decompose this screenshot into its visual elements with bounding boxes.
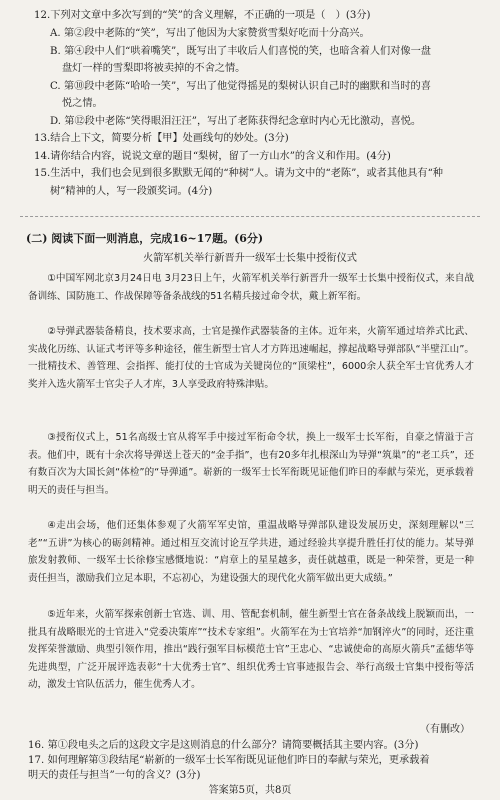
- q12-option-a: A. 第②段中老陈的“笑”，写出了他因为大家赞赏雪梨好吃而十分高兴。: [50, 28, 370, 39]
- q16: 16. 第①段电头之后的这段文字是这则消息的什么部分？请简要概括其主要内容。(3分): [28, 740, 419, 751]
- q12-option-c: C. 第⑩段中老陈“哈哈一笑”，写出了他觉得摇晃的梨树认识自己时的幽默和当时的喜: [50, 81, 431, 92]
- article-paragraph-5: ⑤近年来，火箭军探索创新士官选、训、用、管配套机制，催生新型士官在备条战线上脱颖而出，一批具有战略眼光的士官进入“党委决策库”“技术专家组”。火箭军在为士官培养“加钢淬火”的同时，还注重发挥荣誉激励、典型引领作用，推出“践行强军目标模范士官”王忠心、“忠诚使命的高原火箭兵”孟德华等先进典型，广泛开展评选表彰“十大优秀士官”、组织优秀士官事迹报告会、举行高级士官集中授衔等活动，激发士官队伍活力，催生优秀人才。: [28, 609, 474, 691]
- q12-option-b-cont: 盘灯一样的雪梨即将被卖掉的不舍之情。: [62, 63, 246, 74]
- section-divider: [20, 216, 480, 217]
- q12-stem: 12.下列对文章中多次写到的“笑”的含义理解，不正确的一项是（ ）(3分): [34, 10, 371, 21]
- article-paragraph-2: ②导弹武器装备精良，技术要求高，士官是操作武器装备的主体。近年来，火箭军通过培养式比武、实战化历练、认证式考评等多种途径，催生新型士官人才方阵迅速崛起，撑起战略导弹部队“半壁江山”。一批精技术、善管理、会指挥、能打仗的士官成为关键岗位的“顶梁柱”，6000余人获全军士官优秀人才奖并入选火箭军士官尖子人才库，3人享受政府特殊津贴。: [28, 326, 474, 390]
- article-paragraph-1: ①中国军网北京3月24日电 3月23日上午，火箭军机关举行新晋升一级军士长集中授衔仪式，来自战备训练、国防施工、作战保障等备条战线的51名精兵接过命令状，戴上新军衔。: [28, 273, 474, 302]
- q15-cont: 树”精神的人，写一段颁奖词。(4分): [50, 186, 213, 197]
- article-paragraph-3: ③授衔仪式上，51名高级士官从将军手中接过军衔命令状，换上一级军士长军衔，自豪之情溢于言表。他们中，既有十余次将导弹送上苍天的“金手指”，也有20多年扎根深山为导弹“筑巢”的“老工兵”，还有数百次为大国长剑“体检”的“导弹通”。崭新的一级军士长军衔既见证他们昨日的奉献与荣光，更承载着明天的责任与担当。: [28, 432, 474, 496]
- page-footer: 答案第5页，共8页: [208, 785, 292, 796]
- source-note: （有删改）: [420, 724, 470, 735]
- q15: 15.生活中，我们也会见到很多默默无闻的“种树”人。请为文中的“老陈”，或者其他具有“种: [34, 168, 443, 179]
- q17-cont: 明天的责任与担当”一句的含义？(3分): [28, 770, 201, 781]
- q12-option-d: D. 第⑫段中老陈“笑得眼泪汪汪”，写出了老陈获得纪念章时内心无比激动，喜悦。: [50, 116, 422, 127]
- q17: 17. 如何理解第③段结尾“崭新的一级军士长军衔既见证他们昨日的奉献与荣光，更承载着: [28, 755, 430, 766]
- article-paragraph-4: ④走出会场，他们还集体参观了火箭军军史馆，重温战略导弹部队建设发展历史，深刻理解以“三老”“五讲”为核心的砺剑精神。通过相互交流讨论互学共进，通过经验共享提升胜任打仗的能力。某导弹旅发射教师、一级军士长徐修宝感慨地说：“肩章上的星星越多，责任就越重，既是一种荣誉，更是一种责任担当，激励我们立足本职，不忘初心，为建设强大的现代化火箭军做出更大成绩。”: [28, 520, 474, 584]
- q12-option-c-cont: 悦之情。: [62, 98, 103, 109]
- q13: 13.结合上下文，简要分析【甲】处画线句的妙处。(3分): [34, 133, 289, 144]
- section-heading: (二) 阅读下面一则消息，完成16~17题。(6分): [26, 232, 264, 245]
- q14: 14.请你结合内容，说说文章的题目“梨树，留了一方山水”的含义和作用。(4分): [34, 151, 391, 162]
- q12-option-b: B. 第④段中人们“哄着嘴笑”，既写出了丰收后人们喜悦的笑，也暗含着人们对像一盘: [50, 46, 431, 57]
- article-title: 火箭军机关举行新晋升一级军士长集中授衔仪式: [143, 253, 357, 264]
